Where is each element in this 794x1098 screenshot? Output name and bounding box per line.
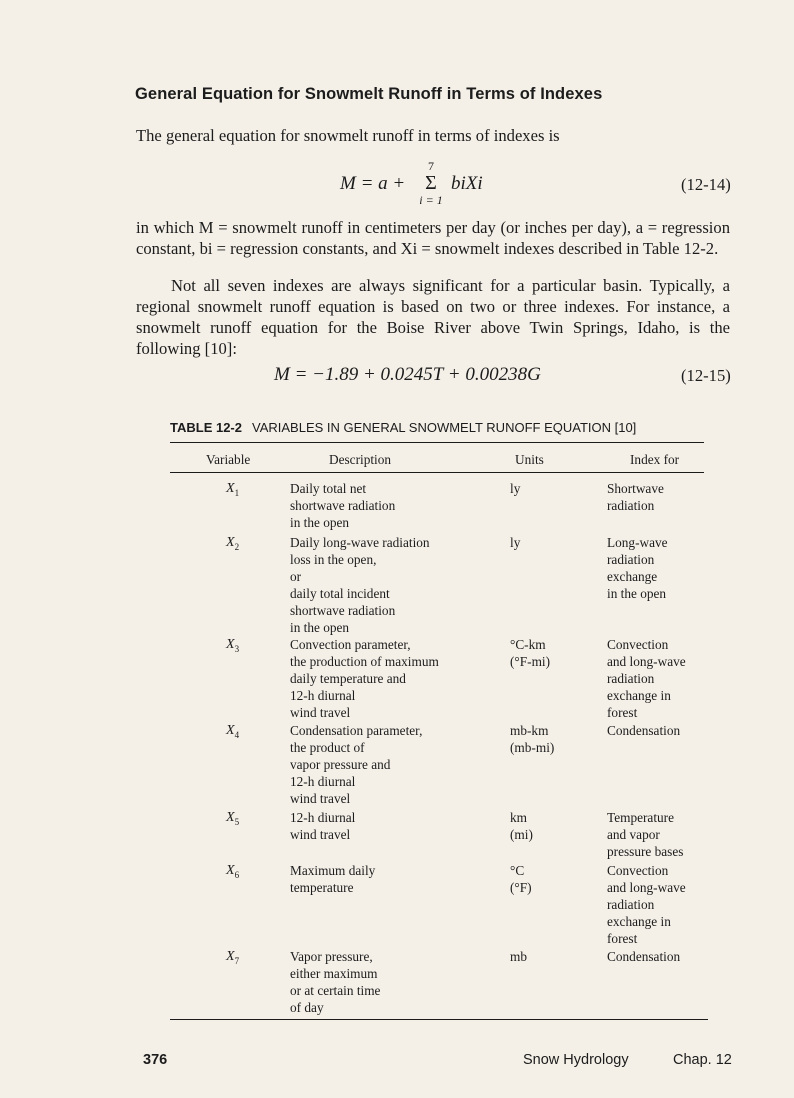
table-top-rule (170, 442, 704, 443)
header-units: Units (515, 452, 544, 467)
index-for-cell: Convection and long-wave radiation exchange in forest (607, 637, 686, 720)
table-label: TABLE 12-2 (170, 420, 242, 435)
equation-lhs: M = a + (340, 173, 406, 194)
sum-symbol: Σ (425, 172, 437, 194)
running-title: Snow Hydrology (523, 1052, 629, 1068)
variable-cell: $X_3$ (226, 637, 240, 654)
equation-rhs: biXi (451, 173, 483, 194)
table-bottom-rule (170, 1019, 708, 1020)
equation-number: (12-15) (681, 366, 731, 385)
index-for-cell: Condensation (607, 723, 681, 738)
sum-upper-limit: 7 (428, 159, 434, 173)
description-cell: Vapor pressure, either maximum or at certain time of day (290, 949, 381, 1015)
index-for-cell: Condensation (607, 949, 681, 964)
description-cell: Maximum daily temperature (290, 863, 376, 895)
variable-cell: $X_7$ (226, 949, 240, 966)
variable-cell: $X_2$ (226, 535, 240, 552)
sum-lower-limit: i = 1 (419, 193, 443, 207)
table-caption: VARIABLES IN GENERAL SNOWMELT RUNOFF EQUATION [10] (252, 420, 637, 435)
header-index-for: Index for (630, 452, 680, 467)
variable-cell: $X_1$ (226, 481, 240, 498)
units-cell: ly (510, 481, 521, 496)
description-cell: Daily total net shortwave radiation in the open (290, 481, 396, 530)
units-cell: mb (510, 949, 527, 964)
section-heading: General Equation for Snowmelt Runoff in Terms of Indexes (135, 85, 603, 103)
description-cell: 12-h diurnal wind travel (290, 810, 356, 842)
units-cell: mb-km (mb-mi) (510, 723, 555, 755)
description-cell: Daily long-wave radiation loss in the open, or daily total incident shortwave radiation in the open (290, 535, 430, 635)
page-number: 376 (143, 1052, 168, 1068)
index-for-cell: Shortwave radiation (607, 481, 664, 513)
equation-number: (12-14) (681, 175, 731, 194)
intro-paragraph: The general equation for snowmelt runoff in terms of indexes is (136, 126, 560, 145)
units-cell: °C-km (°F-mi) (510, 637, 551, 669)
variable-cell: $X_4$ (226, 723, 240, 740)
definitions-paragraph: in which M = snowmelt runoff in centimeters per day (or inches per day), a = regression constant, bi = regression constants, and Xi = snowmelt indexes described in Table 12-2. (136, 218, 730, 258)
equation-text: M = −1.89 + 0.0245T + 0.00238G (274, 364, 541, 385)
index-for-cell: Convection and long-wave radiation exchange in forest (607, 863, 686, 946)
variable-cell: $X_5$ (226, 810, 240, 827)
units-cell: °C (°F) (510, 863, 532, 895)
table-header-rule (170, 472, 704, 473)
second-paragraph: Not all seven indexes are always significant for a particular basin. Typically, a regional snowmelt runoff equation is based on two or three indexes. For instance, a snowmelt runoff equation for the Boise River above Twin Springs, Idaho, is the following [10]: (136, 276, 730, 358)
header-description: Description (329, 452, 392, 467)
units-cell: km (mi) (510, 810, 533, 842)
index-for-cell: Long-wave radiation exchange in the open (607, 535, 668, 601)
index-for-cell: Temperature and vapor pressure bases (607, 810, 684, 859)
description-cell: Convection parameter, the production of maximum daily temperature and 12-h diurnal wind travel (290, 637, 439, 720)
description-cell: Condensation parameter, the product of vapor pressure and 12-h diurnal wind travel (290, 723, 423, 806)
variable-cell: $X_6$ (226, 863, 240, 880)
header-variable: Variable (206, 452, 251, 467)
table-title (170, 420, 636, 435)
chapter-label: Chap. 12 (673, 1052, 732, 1068)
units-cell: ly (510, 535, 521, 550)
